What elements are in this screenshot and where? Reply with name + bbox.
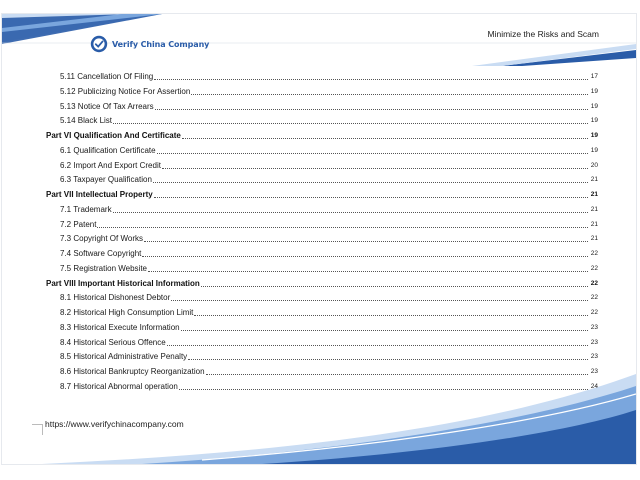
toc-page-number: 23	[590, 368, 598, 375]
toc-part-heading[interactable]	[46, 277, 598, 289]
toc-entry-title: 7.4 Software Copyright	[60, 249, 142, 258]
toc-entry-title: 6.2 Import And Export Credit	[60, 160, 161, 170]
toc-entry-title: 7.1 Trademark	[60, 204, 112, 214]
toc-page-number: 19	[590, 146, 598, 154]
toc-entry-title: 5.14 Black List	[60, 116, 113, 126]
company-logo	[90, 35, 209, 53]
toc-entry-title: 8.1 Historical Dishonest Debtor	[60, 293, 171, 303]
toc-leader-dots	[148, 270, 588, 272]
toc-leader-dots	[144, 240, 588, 242]
toc-page-number: 19	[590, 87, 598, 95]
toc-leader-dots	[97, 226, 588, 228]
toc-entry-title: 5.11 Cancellation Of Filing	[60, 72, 154, 81]
toc-entry-title: 6.1 Qualification Certificate	[60, 145, 156, 155]
toc-entry[interactable]	[60, 203, 598, 215]
toc-leader-dots	[171, 299, 588, 301]
toc-leader-dots	[167, 344, 588, 346]
toc-page-number: 19	[590, 132, 598, 139]
toc-entry[interactable]	[60, 306, 598, 318]
toc-page-number: 23	[590, 353, 598, 361]
toc-page-number: 22	[590, 294, 598, 302]
toc-leader-dots	[162, 167, 588, 169]
toc-leader-dots	[153, 181, 588, 183]
toc-entry-title: Part VII Intellectual Property	[46, 190, 153, 199]
toc-entry[interactable]	[60, 159, 598, 171]
toc-leader-dots	[154, 196, 588, 198]
toc-page-number: 23	[590, 323, 598, 331]
toc-entry[interactable]	[60, 114, 598, 126]
toc-page-number: 21	[590, 235, 598, 243]
toc-page-number: 22	[590, 264, 598, 272]
toc-entry-title: 8.4 Historical Serious Offence	[60, 337, 166, 347]
toc-page-number: 21	[590, 176, 598, 184]
footer-url[interactable]: https://www.verifychinacompany.com	[45, 419, 184, 429]
toc-entry-title: 8.2 Historical High Consumption Limit	[60, 308, 194, 317]
toc-leader-dots	[188, 358, 588, 360]
toc-entry-title: 6.3 Taxpayer Qualification	[60, 175, 152, 185]
toc-entry[interactable]	[60, 336, 598, 348]
toc-page-number: 19	[590, 102, 598, 110]
logo-text: Verify China Company	[112, 39, 210, 49]
toc-entry-title: 8.3 Historical Execute Information	[60, 322, 180, 332]
toc-entry-title: Part VI Qualification And Certificate	[46, 131, 181, 140]
toc-page-number: 21	[590, 205, 598, 213]
toc-page-number: 21	[590, 191, 598, 198]
toc-leader-dots	[157, 152, 588, 154]
toc-entry-title: 5.13 Notice Of Tax Arrears	[60, 101, 154, 111]
toc-page-number: 24	[590, 382, 598, 390]
toc-entry-title: 8.5 Historical Administrative Penalty	[60, 352, 188, 362]
toc-entry[interactable]	[60, 365, 598, 377]
margin-crop-mark	[32, 424, 43, 435]
document-page	[2, 14, 636, 464]
toc-entry-title: 7.3 Copyright Of Works	[60, 234, 143, 244]
toc-part-heading[interactable]	[46, 129, 598, 141]
toc-page-number: 22	[590, 250, 598, 257]
toc-entry[interactable]	[60, 247, 598, 259]
toc-leader-dots	[154, 78, 588, 80]
toc-entry[interactable]	[60, 85, 598, 97]
toc-leader-dots	[113, 211, 588, 213]
toc-leader-dots	[206, 373, 588, 375]
toc-entry-title: 7.5 Registration Website	[60, 263, 148, 273]
toc-page-number: 20	[590, 161, 598, 169]
toc-entry[interactable]	[60, 291, 598, 303]
toc-entry[interactable]	[60, 144, 598, 156]
toc-leader-dots	[201, 285, 588, 287]
toc-leader-dots	[194, 314, 588, 316]
header-title: Minimize the Risks and Scam	[487, 29, 599, 39]
toc-leader-dots	[113, 122, 588, 124]
verify-seal-icon	[90, 35, 108, 53]
toc-entry[interactable]	[60, 100, 598, 112]
toc-entry[interactable]	[60, 321, 598, 333]
toc-entry-title: 5.12 Publicizing Notice For Assertion	[60, 86, 191, 96]
toc-leader-dots	[142, 255, 588, 257]
toc-page-number: 22	[590, 279, 598, 287]
toc-entry-title: 8.7 Historical Abnormal operation	[60, 381, 178, 391]
toc-part-heading[interactable]	[46, 188, 598, 200]
toc-entry-title: 8.6 Historical Bankruptcy Reorganization	[60, 367, 205, 376]
header-stripe-dark	[502, 50, 636, 66]
toc-page-number: 21	[590, 220, 598, 228]
toc-page-number: 23	[590, 338, 598, 346]
toc-entry[interactable]	[60, 70, 598, 82]
toc-entry[interactable]	[60, 380, 598, 392]
toc-entry[interactable]	[60, 262, 598, 274]
toc-entry[interactable]	[60, 350, 598, 362]
toc-page-number: 19	[590, 117, 598, 125]
toc-entry[interactable]	[60, 232, 598, 244]
toc-leader-dots	[155, 108, 588, 110]
toc-leader-dots	[182, 137, 588, 139]
toc-page-number: 22	[590, 309, 598, 316]
toc-leader-dots	[179, 388, 588, 390]
toc-entry[interactable]	[60, 218, 598, 230]
toc-leader-dots	[181, 329, 588, 331]
toc-entry[interactable]	[60, 173, 598, 185]
toc-entry-title: 7.2 Patent	[60, 219, 97, 229]
toc-entry-title: Part VIII Important Historical Information	[46, 278, 200, 288]
toc-page-number: 17	[590, 73, 598, 80]
toc-leader-dots	[191, 93, 588, 95]
